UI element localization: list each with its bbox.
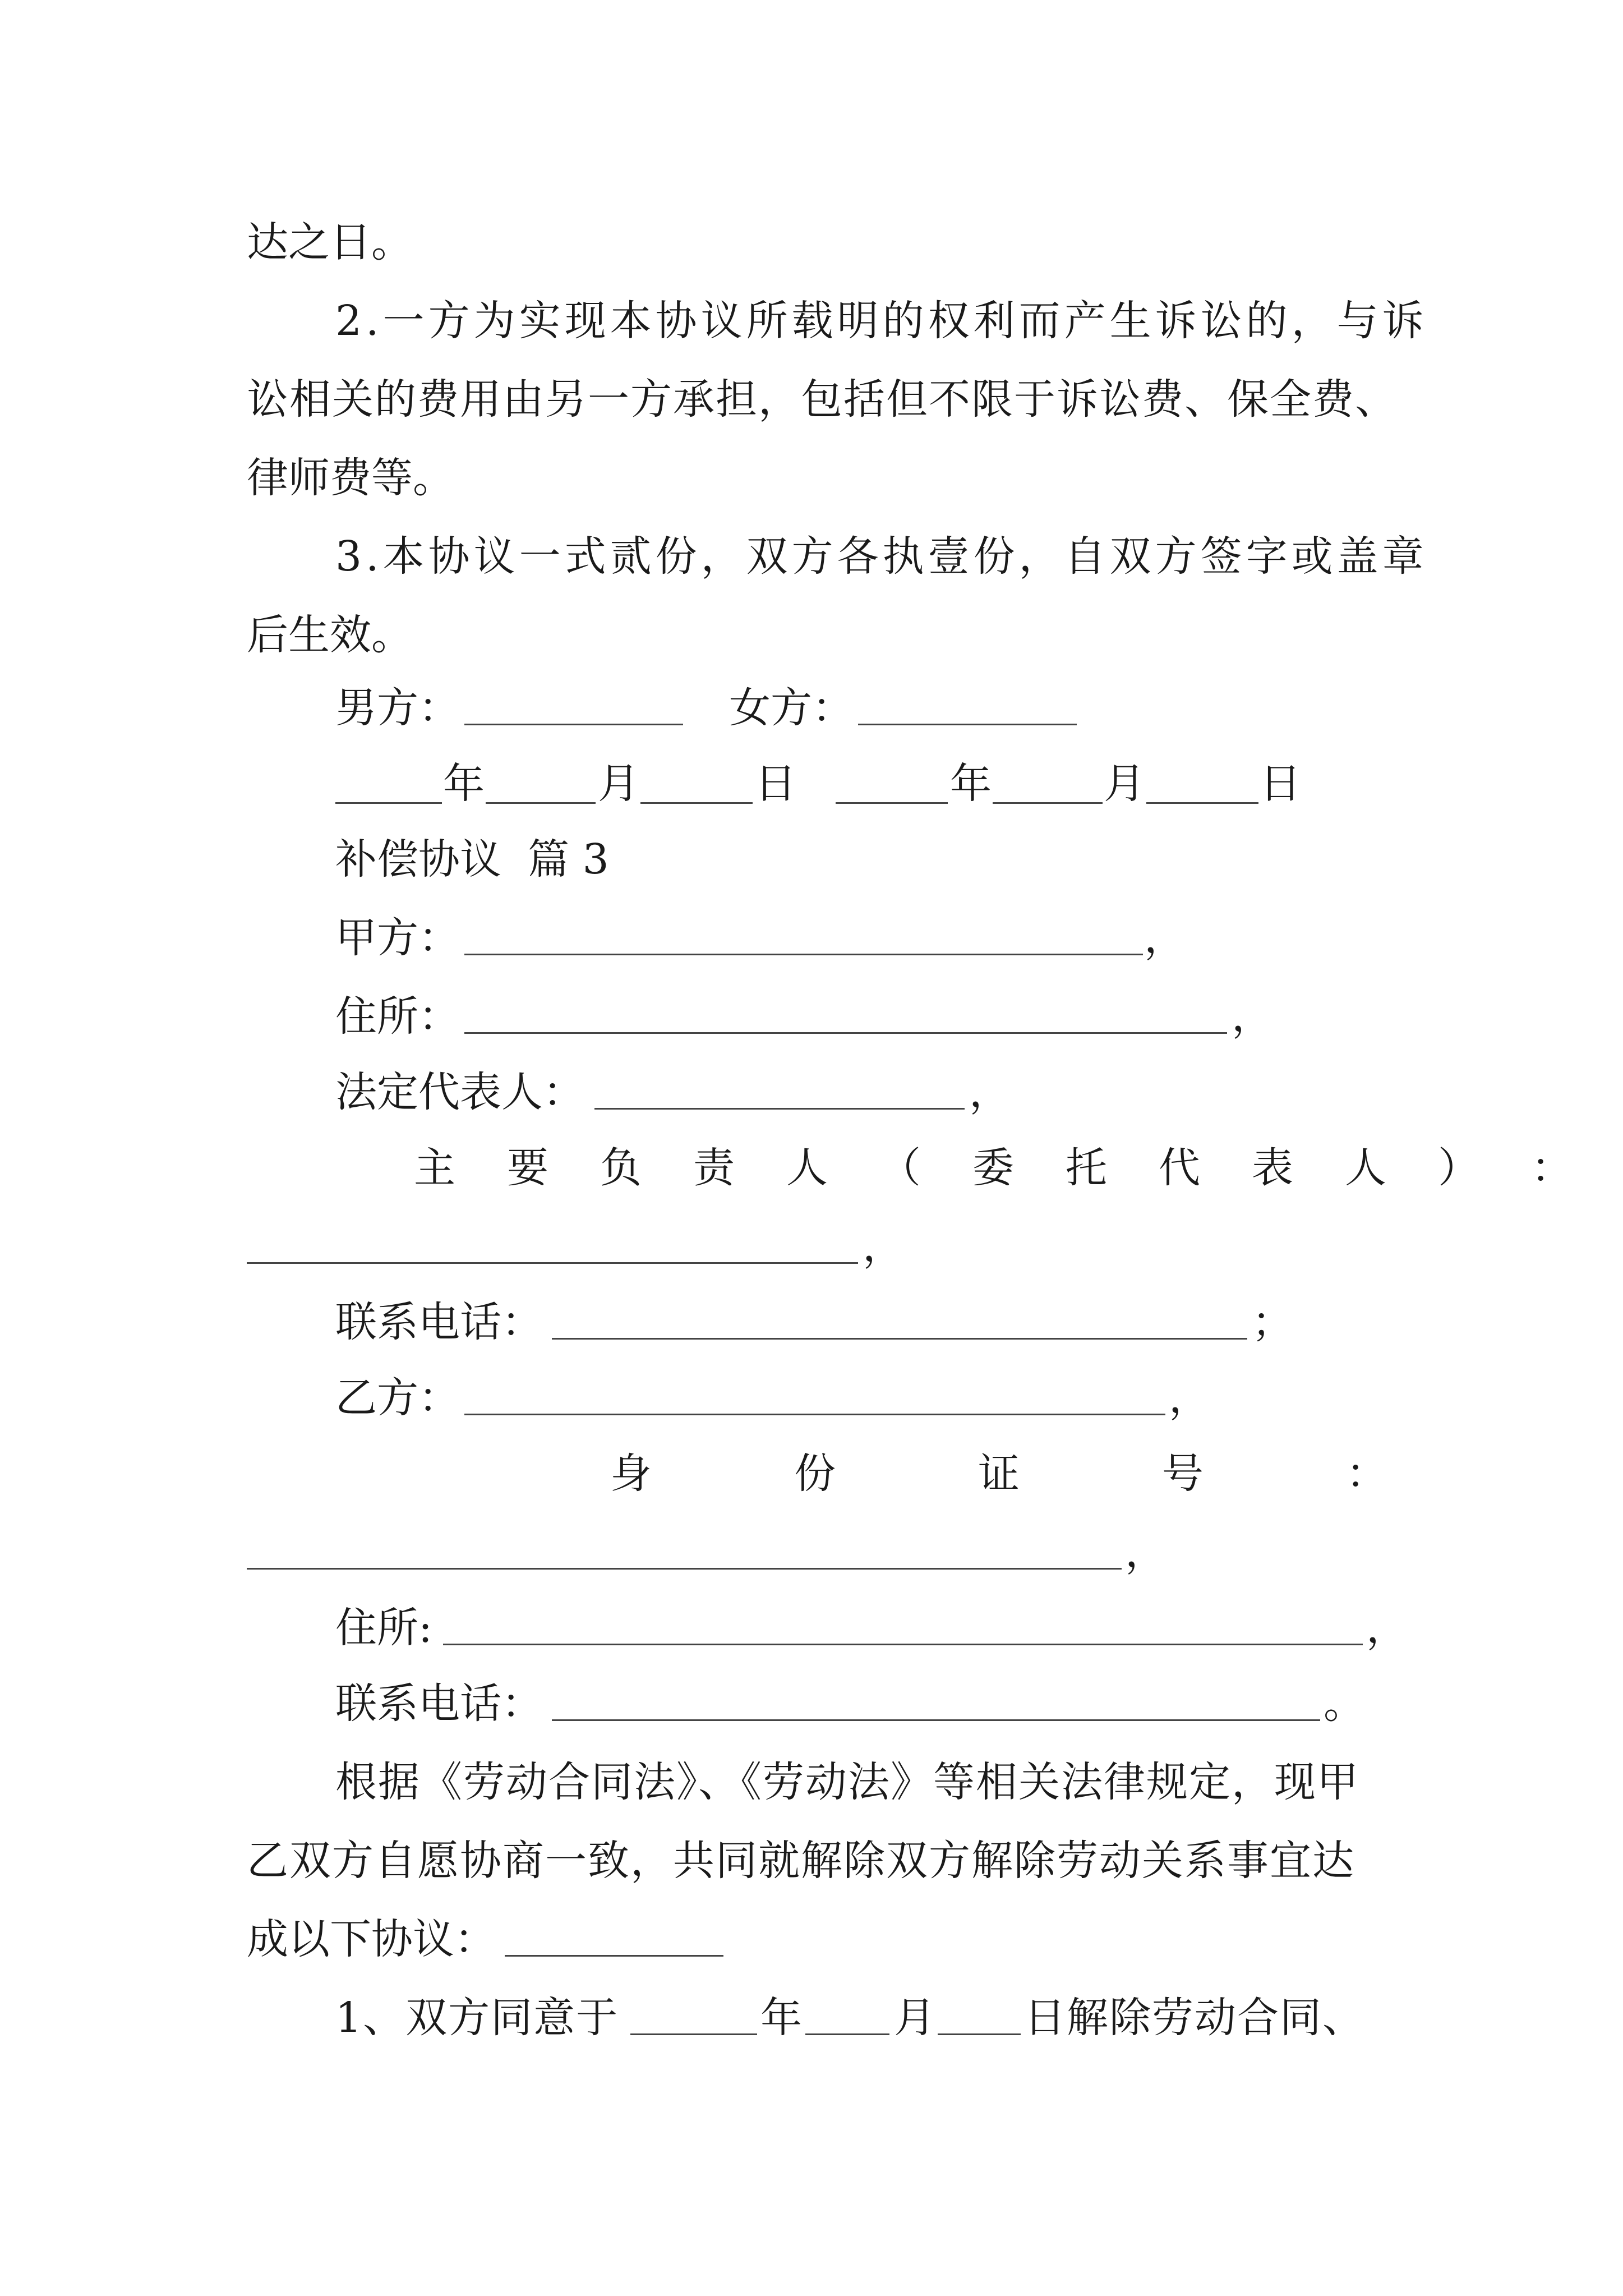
section-title: 补偿协议 篇 3 [335, 835, 609, 884]
item-1-prefix: 1、双方同意于 [335, 1994, 619, 2042]
party-b-blank[interactable] [464, 1414, 1165, 1415]
phone-label: 联系电话： [335, 1680, 543, 1728]
paragraph-3-line: 3.本协议一式贰份，双方各执壹份，自双方签字或盖章 [335, 532, 1428, 581]
principal-char: ： [1531, 1144, 1573, 1192]
principal-char: 主 [414, 1144, 455, 1192]
party-b-label: 乙方： [335, 1374, 460, 1422]
body-line: 成以下协议： [247, 1915, 496, 1963]
phone-blank[interactable] [552, 1719, 1320, 1721]
paragraph-2-line: 讼相关的费用由另一方承担，包括但不限于诉讼费、保全费、 [247, 375, 1398, 424]
month-label: 月 [894, 1994, 935, 2042]
comma: ， [1144, 914, 1186, 962]
principal-char: （ [879, 1144, 921, 1192]
body-line: 根据《劳动合同法》、《劳动法》等相关法律规定，现甲 [335, 1758, 1359, 1806]
day-label: 日 [755, 760, 796, 808]
year-label: 年 [760, 1994, 802, 2042]
id-char: 证 [978, 1450, 1020, 1498]
comma: ， [1125, 1528, 1166, 1576]
item-1-year-blank[interactable] [630, 2033, 757, 2035]
comma: ， [1366, 1604, 1408, 1652]
paragraph-2-line: 律师费等。 [247, 454, 454, 502]
phone-label: 联系电话： [335, 1298, 543, 1346]
period: 。 [1324, 1680, 1365, 1728]
comma: ， [1232, 992, 1273, 1041]
semicolon: ； [1252, 1298, 1293, 1346]
comma: ， [863, 1222, 904, 1271]
year-label: 年 [443, 760, 485, 808]
party-a-label: 甲方： [335, 914, 460, 962]
month-blank[interactable] [486, 802, 596, 804]
text-line: 达之日。 [247, 218, 413, 266]
id-char: 号 [1162, 1450, 1204, 1498]
male-signature-blank[interactable] [464, 724, 683, 725]
party-a-blank[interactable] [464, 954, 1143, 955]
principal-char: 表 [1252, 1144, 1293, 1192]
female-signature-blank[interactable] [858, 724, 1077, 725]
principal-char: 人 [786, 1144, 828, 1192]
day-blank[interactable] [640, 802, 753, 804]
year-label: 年 [950, 760, 992, 808]
principal-char: 委 [972, 1144, 1014, 1192]
phone-blank[interactable] [552, 1338, 1247, 1340]
address-blank[interactable] [464, 1032, 1227, 1034]
id-char: ： [1346, 1450, 1387, 1498]
male-party-label: 男方： [335, 684, 460, 732]
month-label: 月 [598, 760, 639, 808]
paragraph-3-line: 后生效。 [247, 611, 413, 659]
month-label: 月 [1104, 760, 1145, 808]
year-blank[interactable] [836, 802, 948, 804]
year-blank[interactable] [335, 802, 442, 804]
principal-char: 要 [507, 1144, 548, 1192]
id-char: 身 [610, 1450, 652, 1498]
principal-blank[interactable] [247, 1262, 858, 1264]
item-1-day-blank[interactable] [938, 2033, 1021, 2035]
female-party-label: 女方： [729, 684, 854, 732]
address-blank[interactable] [443, 1644, 1363, 1645]
comma: ， [1169, 1374, 1210, 1422]
principal-char: 责 [693, 1144, 735, 1192]
principal-char: 负 [600, 1144, 642, 1192]
item-1-month-blank[interactable] [805, 2033, 889, 2035]
address-label: 住所: [335, 1604, 432, 1652]
legal-rep-blank[interactable] [594, 1108, 965, 1110]
principal-char: 代 [1159, 1144, 1200, 1192]
id-char: 份 [794, 1450, 836, 1498]
principal-char: ） [1438, 1144, 1479, 1192]
body-line: 乙双方自愿协商一致，共同就解除双方解除劳动关系事宜达 [247, 1837, 1355, 1885]
day-blank[interactable] [1146, 802, 1258, 804]
id-number-blank[interactable] [247, 1568, 1122, 1570]
month-blank[interactable] [993, 802, 1103, 804]
item-1-suffix: 日解除劳动合同、 [1024, 1994, 1365, 2042]
address-label: 住所： [335, 992, 460, 1041]
agreement-blank[interactable] [505, 1955, 723, 1957]
legal-rep-label: 法定代表人： [335, 1068, 584, 1116]
paragraph-2-line: 2.一方为实现本协议所载明的权利而产生诉讼的，与诉 [335, 297, 1428, 345]
day-label: 日 [1260, 760, 1301, 808]
principal-char: 人 [1345, 1144, 1386, 1192]
comma: ， [969, 1068, 1011, 1116]
principal-char: 托 [1066, 1144, 1107, 1192]
